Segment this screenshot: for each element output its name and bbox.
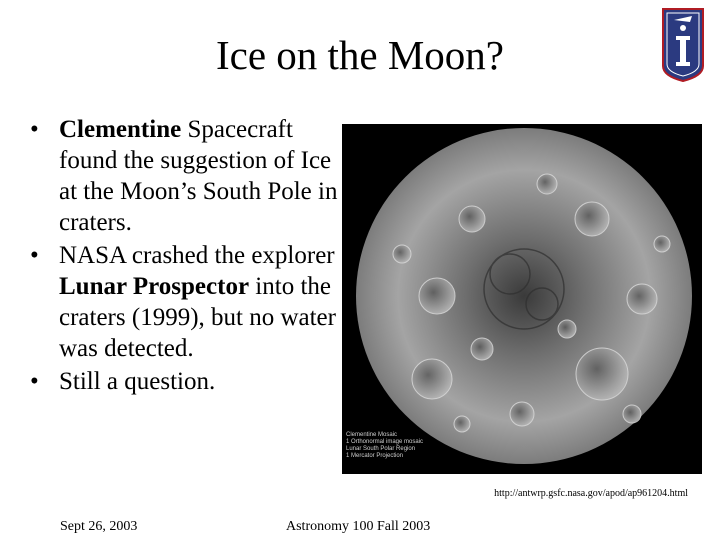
caption-line: 1 Orthonormal image mosaic: [346, 439, 424, 445]
bullet-bold-text: Clementine: [59, 116, 182, 143]
source-url[interactable]: http://antwrp.gsfc.nasa.gov/apod/ap961204.html: [494, 488, 688, 499]
moon-mosaic-graphic: [342, 124, 702, 474]
caption-line: Clementine Mosaic: [346, 432, 398, 438]
moon-south-pole-image: [342, 124, 702, 474]
bullet-text: NASA crashed the explorer: [59, 242, 335, 269]
bullet-text: Still a question.: [59, 368, 216, 395]
bullet-item-clementine: [30, 114, 342, 238]
bullet-symbol: •: [30, 116, 39, 143]
bullet-symbol: •: [30, 368, 39, 395]
caption-line: 1 Mercator Projection: [346, 453, 404, 459]
bullet-bold-text: Lunar Prospector: [59, 273, 250, 300]
bullet-symbol: •: [30, 242, 39, 269]
image-caption: [346, 432, 436, 460]
caption-line: Lunar South Polar Region: [346, 446, 416, 452]
university-shield-icon: [662, 8, 704, 82]
footer-date: Sept 26, 2003: [60, 519, 138, 534]
footer-course: Astronomy 100 Fall 2003: [286, 519, 431, 534]
slide-title: Ice on the Moon?: [215, 32, 505, 78]
bullet-list: [30, 114, 342, 399]
bullet-text: Spacecraft found the suggestion of Ice at the Moon’s South Pole in craters.: [59, 116, 338, 236]
bullet-text: into the craters (1999), but no water was detected.: [59, 273, 336, 362]
bullet-item-lunar-prospector: [30, 240, 342, 364]
bullet-item-still-question: [30, 366, 342, 397]
